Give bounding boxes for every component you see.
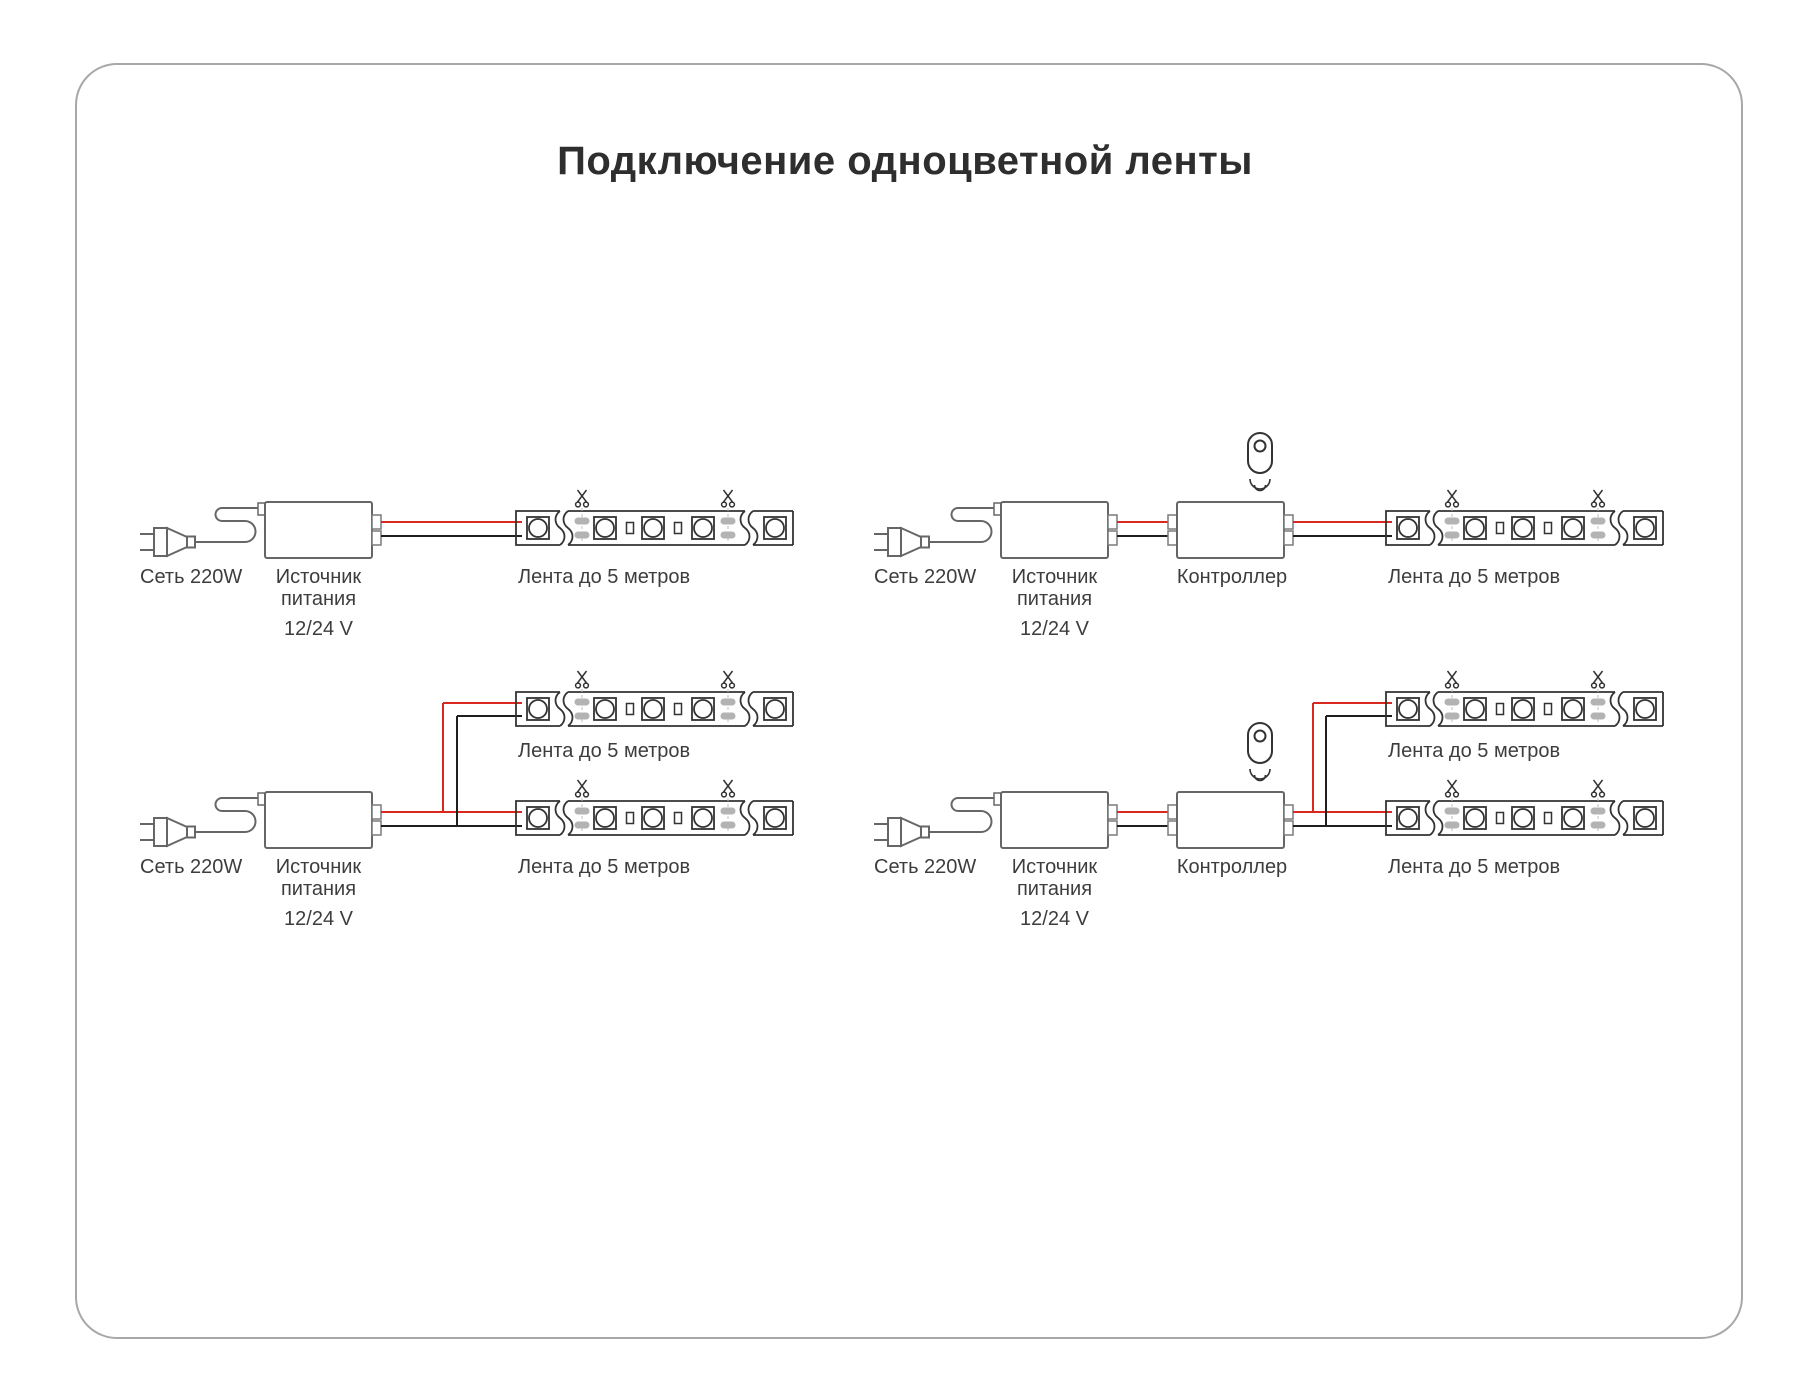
mains-plug [874,818,929,846]
mains-plug [140,528,195,556]
remote-control-icon [1248,723,1272,781]
ac-input-terminal [258,793,265,805]
power-supply-box [994,502,1117,558]
power-cable [195,508,263,542]
led-lens [694,700,712,718]
mains-label: Сеть 220W [140,566,243,588]
solder-pad [575,518,590,525]
wire-pair [1293,812,1392,826]
ac-input-terminal [258,503,265,515]
diagram-dual-strip-direct [140,671,793,848]
page-title: Подключение одноцветной ленты [557,138,1253,183]
output-terminal-positive [1108,515,1117,529]
scissors-icon [722,780,735,797]
strip-label-upper: Лента до 5 метров [1388,740,1561,762]
led-lens [1636,700,1654,718]
solder-pad [1591,532,1606,539]
resistor [675,704,682,715]
output-terminal-negative [1108,531,1117,545]
wireless-signal-icon [1250,479,1270,491]
strip-label-upper: Лента до 5 метров [518,740,691,762]
led-strip [1386,490,1663,545]
led-strip [1386,780,1663,835]
led-lens [644,519,662,537]
psu-label-line2: питания [1016,878,1093,900]
controller-box [1168,502,1293,558]
strip-label: Лента до 5 метров [518,856,691,878]
led-lens [529,809,547,827]
psu-voltage-label: 12/24 V [284,618,353,640]
solder-pad [575,713,590,720]
scissors-icon [1446,490,1459,507]
psu-label-line2: питания [280,878,357,900]
solder-pad [1591,822,1606,829]
scissors-icon [1592,671,1605,688]
solder-pad [721,808,736,815]
plug-connector [921,537,929,548]
wire-pair [381,812,522,826]
output-terminal-negative [372,531,381,545]
power-supply-box [994,792,1117,848]
input-terminal-negative [1168,821,1177,835]
scissors-icon [1592,780,1605,797]
solder-pad [1591,699,1606,706]
led-lens [644,809,662,827]
led-lens [766,809,784,827]
wireless-signal-icon [1250,769,1270,781]
resistor [675,813,682,824]
solder-pad [721,532,736,539]
wire-pair [1117,812,1168,826]
scissors-icon [1446,780,1459,797]
wire-pair [1293,522,1392,536]
output-terminal-positive [1108,805,1117,819]
mains-plug [140,818,195,846]
resistor [1545,813,1552,824]
led-lens [766,700,784,718]
led-lens [1636,809,1654,827]
scissors-icon [576,490,589,507]
led-lens [596,700,614,718]
power-supply-box [258,502,381,558]
ac-input-terminal [994,793,1001,805]
power-cable [195,798,263,832]
solder-pad [1591,713,1606,720]
led-lens [1564,809,1582,827]
input-terminal-positive [1168,805,1177,819]
solder-pad [1445,822,1460,829]
controller-label: Контроллер [1176,856,1288,878]
led-lens [596,809,614,827]
output-terminal-positive [1284,805,1293,819]
plug-connector [187,537,195,548]
input-terminal-positive [1168,515,1177,529]
led-strip [516,671,793,726]
output-terminal-negative [1108,821,1117,835]
scissors-icon [1446,671,1459,688]
led-lens [1514,519,1532,537]
controller-box [1168,792,1293,848]
led-lens [694,809,712,827]
input-terminal-negative [1168,531,1177,545]
power-cable [929,798,999,832]
led-lens [1399,809,1417,827]
resistor [1545,523,1552,534]
strip-label: Лента до 5 метров [1388,566,1561,588]
ac-input-terminal [994,503,1001,515]
strip-label: Лента до 5 метров [518,566,691,588]
led-lens [1399,519,1417,537]
solder-pad [1591,518,1606,525]
led-lens [1564,700,1582,718]
mains-label: Сеть 220W [874,856,977,878]
led-lens [1466,809,1484,827]
solder-pad [1445,808,1460,815]
diagram-single-strip-direct [140,490,793,558]
psu-label-line2: питания [280,588,357,610]
output-terminal-positive [1284,515,1293,529]
scissors-icon [576,671,589,688]
psu-voltage-label: 12/24 V [1020,908,1089,930]
solder-pad [1445,518,1460,525]
solder-pad [1445,713,1460,720]
solder-pad [1445,532,1460,539]
resistor [1497,523,1504,534]
plug-connector [187,827,195,838]
scissors-icon [722,490,735,507]
wire-pair [1117,522,1168,536]
led-lens [694,519,712,537]
resistor [675,523,682,534]
psu-label-line1: Источник [275,856,362,878]
resistor [1545,704,1552,715]
led-lens [1564,519,1582,537]
led-lens [766,519,784,537]
scissors-icon [1592,490,1605,507]
mains-label: Сеть 220W [140,856,243,878]
psu-voltage-label: 12/24 V [284,908,353,930]
led-lens [1514,700,1532,718]
output-terminal-negative [1284,531,1293,545]
solder-pad [1591,808,1606,815]
resistor [627,523,634,534]
output-terminal-negative [1284,821,1293,835]
resistor [627,704,634,715]
led-strip [516,490,793,545]
diagram-single-strip-with-controller [874,433,1663,558]
led-lens [1466,700,1484,718]
solder-pad [721,518,736,525]
solder-pad [575,808,590,815]
solder-pad [575,532,590,539]
solder-pad [721,713,736,720]
solder-pad [575,699,590,706]
led-lens [529,700,547,718]
mains-plug [874,528,929,556]
led-lens [1514,809,1532,827]
branch-wires [1313,703,1392,826]
power-cable [929,508,999,542]
led-lens [1636,519,1654,537]
resistor [1497,704,1504,715]
solder-pad [721,822,736,829]
power-supply-box [258,792,381,848]
psu-label-line1: Источник [1011,856,1098,878]
solder-pad [1445,699,1460,706]
output-terminal-positive [372,805,381,819]
led-lens [1399,700,1417,718]
remote-control-icon [1248,433,1272,491]
scissors-icon [576,780,589,797]
controller-label: Контроллер [1176,566,1288,588]
led-lens [1466,519,1484,537]
output-terminal-negative [372,821,381,835]
led-lens [644,700,662,718]
mains-label: Сеть 220W [874,566,977,588]
led-strip [516,780,793,835]
resistor [1497,813,1504,824]
plug-connector [921,827,929,838]
led-strip [1386,671,1663,726]
wire-pair [381,522,522,536]
strip-label: Лента до 5 метров [1388,856,1561,878]
led-lens [529,519,547,537]
psu-label-line2: питания [1016,588,1093,610]
resistor [627,813,634,824]
psu-label-line1: Источник [275,566,362,588]
scissors-icon [722,671,735,688]
branch-wires [443,703,522,826]
output-terminal-positive [372,515,381,529]
psu-label-line1: Источник [1011,566,1098,588]
led-lens [596,519,614,537]
psu-voltage-label: 12/24 V [1020,618,1089,640]
solder-pad [721,699,736,706]
solder-pad [575,822,590,829]
